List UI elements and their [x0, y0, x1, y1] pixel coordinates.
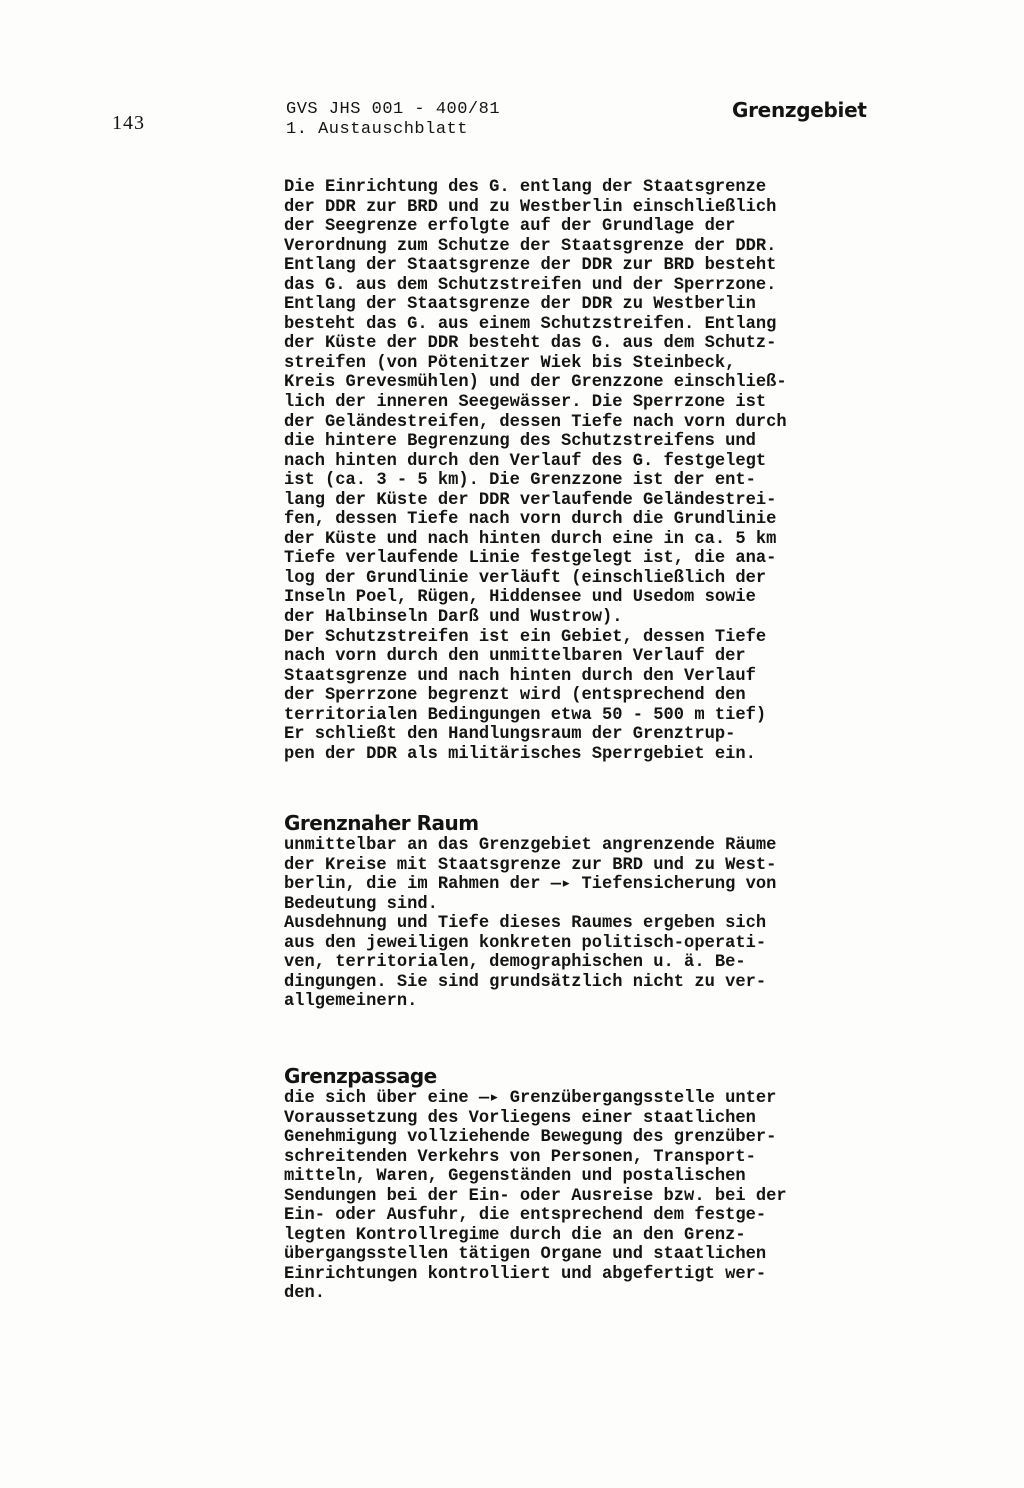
entry-grenznaher-raum: [284, 810, 884, 1012]
entry-heading: Grenzpassage: [284, 1064, 437, 1088]
body-text-line: die sich über eine —▸ Grenzübergangsstelle unter: [284, 1089, 777, 1108]
body-text-line: Er schließt den Handlungsraum der Grenztrup-: [284, 725, 736, 745]
page-number: 143: [112, 112, 145, 134]
document-reference: [286, 100, 500, 140]
body-text-line: pen der DDR als militärisches Sperrgebiet ein.: [284, 744, 756, 764]
document-reference-line-1: GVS JHS 001 - 400/81: [286, 100, 501, 119]
body-text-line: das G. aus dem Schutzstreifen und der Sperrzone.: [284, 275, 777, 295]
body-text-line: Tiefe verlaufende Linie festgelegt ist, die ana-: [284, 549, 777, 569]
body-text-line: der Halbinseln Darß und Wustrow).: [284, 608, 623, 628]
body-text-line: Entlang der Staatsgrenze der DDR zu Westberlin: [284, 295, 756, 315]
body-text-line: lich der inneren Seegewässer. Die Sperrzone ist: [284, 393, 767, 413]
body-text-line: Bedeutung sind.: [284, 894, 438, 914]
body-text-line: schreitenden Verkehrs von Personen, Transport-: [284, 1147, 756, 1167]
body-text-line: Verordnung zum Schutze der Staatsgrenze der DDR.: [284, 236, 777, 256]
body-text-line: Einrichtungen kontrolliert und abgefertigt wer-: [284, 1264, 767, 1284]
body-text-line: Inseln Poel, Rügen, Hiddensee und Usedom sowie: [284, 588, 756, 608]
body-text-line: der DDR zur BRD und zu Westberlin einschließlich: [284, 197, 777, 217]
body-text-line: der Sperrzone begrenzt wird (entsprechend den: [284, 686, 746, 706]
body-text-line: Ausdehnung und Tiefe dieses Raumes ergeben sich: [284, 914, 767, 934]
entry-heading: Grenznaher Raum: [284, 811, 479, 835]
body-text-line: lang der Küste der DDR verlaufende Geländestrei-: [284, 490, 777, 510]
body-text-line: Ein- oder Ausfuhr, die entsprechend dem festge-: [284, 1206, 767, 1226]
body-text-line: der Kreise mit Staatsgrenze zur BRD und zu West-: [284, 855, 777, 875]
body-text-line: der Küste der DDR besteht das G. aus dem Schutz-: [284, 334, 777, 354]
body-text-line: unmittelbar an das Grenzgebiet angrenzende Räume: [284, 836, 777, 855]
body-text-line: log der Grundlinie verläuft (einschließlich der: [284, 568, 767, 588]
body-text-line: legten Kontrollregime durch die an den Grenz-: [284, 1225, 746, 1245]
body-text-line: der Seegrenze erfolgte auf der Grundlage der: [284, 217, 736, 237]
body-text-line: besteht das G. aus einem Schutzstreifen. Entlang: [284, 314, 777, 334]
body-text-line: Kreis Grevesmühlen) und der Grenzzone einschließ-: [284, 373, 787, 393]
body-text-line: der Geländestreifen, dessen Tiefe nach vorn durch: [284, 412, 787, 432]
body-text-line: die hintere Begrenzung des Schutzstreifens und: [284, 432, 756, 452]
body-text-line: Staatsgrenze und nach hinten durch den Verlauf: [284, 666, 756, 686]
body-text-line: territorialen Bedingungen etwa 50 - 500 m tief): [284, 705, 767, 725]
body-text-line: nach hinten durch den Verlauf des G. festgelegt: [284, 451, 767, 471]
body-text-line: Der Schutzstreifen ist ein Gebiet, dessen Tiefe: [284, 627, 767, 647]
body-text-line: den.: [284, 1284, 326, 1304]
body-text-line: aus den jeweiligen konkreten politisch-operati-: [284, 933, 767, 953]
entry-grenzpassage: [284, 1063, 884, 1304]
body-text-line: Voraussetzung des Vorliegens einer staatlichen: [284, 1108, 756, 1128]
body-text-line: Entlang der Staatsgrenze der DDR zur BRD besteht: [284, 256, 777, 276]
body-text-line: übergangsstellen tätigen Organe und staatlichen: [284, 1245, 767, 1265]
body-text-line: ven, territorialen, demographischen u. ä. Be-: [284, 953, 746, 973]
body-text-line: nach vorn durch den unmittelbaren Verlauf der: [284, 647, 746, 667]
body-text-line: Die Einrichtung des G. entlang der Staatsgrenze: [284, 178, 767, 197]
body-text-line: Genehmigung vollziehende Bewegung des grenzüber-: [284, 1128, 777, 1148]
document-reference-line-2: 1. Austauschblatt: [286, 120, 468, 139]
body-text-line: allgemeinern.: [284, 992, 418, 1012]
entry-grenzgebiet-body: [284, 178, 884, 764]
body-text-line: ist (ca. 3 - 5 km). Die Grenzzone ist der ent-: [284, 471, 756, 491]
body-text-line: mitteln, Waren, Gegenständen und postalischen: [284, 1167, 746, 1187]
entry-grenzpassage-body: [284, 1089, 884, 1304]
entry-grenznaher-raum-body: [284, 836, 884, 1012]
body-text-line: dingungen. Sie sind grundsätzlich nicht zu ver-: [284, 972, 767, 992]
body-text-line: berlin, die im Rahmen der —▸ Tiefensicherung von: [284, 875, 777, 895]
body-text-line: Sendungen bei der Ein- oder Ausreise bzw. bei der: [284, 1186, 787, 1206]
body-text-line: streifen (von Pötenitzer Wiek bis Steinbeck,: [284, 353, 736, 373]
body-text-line: fen, dessen Tiefe nach vorn durch die Grundlinie: [284, 510, 777, 530]
running-head: Grenzgebiet: [732, 98, 867, 122]
body-text-line: der Küste und nach hinten durch eine in ca. 5 km: [284, 529, 777, 549]
